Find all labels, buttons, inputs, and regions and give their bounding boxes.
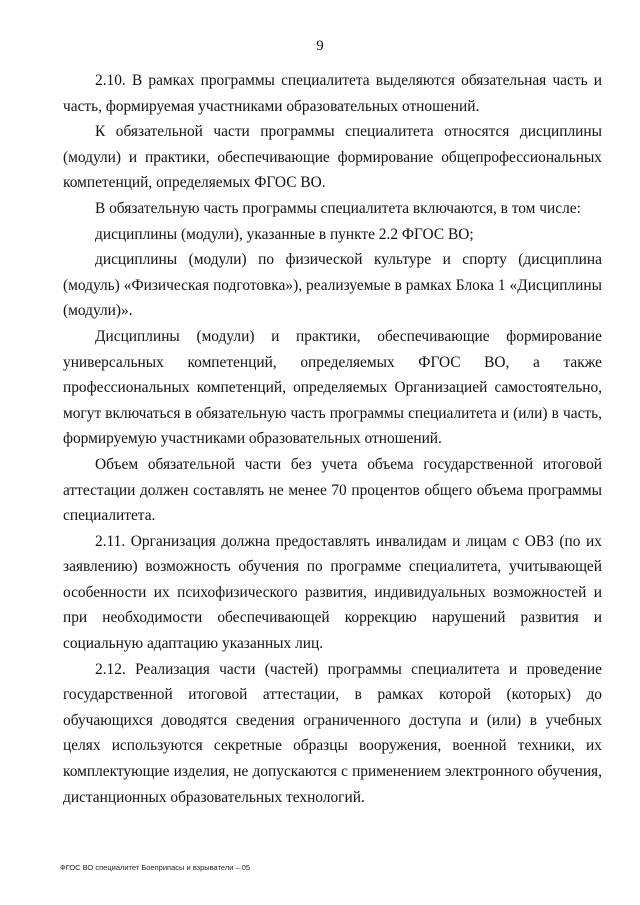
paragraph-volume: Объем обязательной части без учета объема государственной итоговой аттестации должен составлять не менее 70 процентов общего объема программы специалитета. [63,455,602,525]
paragraph-2-11: 2.11. Организация должна предоставлять инвалидам и лицам с ОВЗ (по их заявлению) возможность обучения по программе специалитета, учитывающей особенности их психофизического развития, индивидуальных возможностей и при необходимости обеспечивающей коррекцию нарушений развития и социальную адаптацию указанных лиц. [63,532,602,653]
paragraph-2-12: 2.12. Реализация части (частей) программы специалитета и проведение государственной итоговой аттестации, в рамках которой (которых) до обучающихся доводятся сведения ограниченного доступа и (или) в учебных целях используются секретные образцы вооружения, военной техники, их комплектующие изделия, не допускаются с применением электронного обучения, дистанционных образовательных технологий. [63,660,602,806]
page-number: 9 [316,38,324,54]
paragraph-physical-training: дисциплины (модули) по физической культуре и спорту (дисциплина (модуль) «Физическая подготовка»), реализуемые в рамках Блока 1 «Дисциплины (модули)». [63,251,602,320]
document-body [63,68,602,810]
paragraph-mandatory-part: К обязательной части программы специалитета относятся дисциплины (модули) и практики, обеспечивающие формирование общепрофессиональных компетенций, определяемых ФГОС ВО. [63,123,602,192]
paragraph-2-10: 2.10. В рамках программы специалитета выделяются обязательная часть и часть, формируемая участниками образовательных отношений. [63,72,602,115]
paragraph-disciplines-item: дисциплины (модули), указанные в пункте 2.2 ФГОС ВО; [95,225,474,243]
page-footer: ФГОС ВО специалитет Боеприпасы и взрыватели – 05 [60,863,251,872]
paragraph-competencies: Дисциплины (модули) и практики, обеспечивающие формирование универсальных компетенций, определяемых ФГОС ВО, а также профессиональных компетенций, определяемых Организацией самостоятельно, могут включаться в обязательную часть программы специалитета и (или) в часть, формируемую участниками образовательных отношений. [63,327,602,448]
paragraph-included-items: В обязательную часть программы специалитета включаются, в том числе: [95,199,581,217]
